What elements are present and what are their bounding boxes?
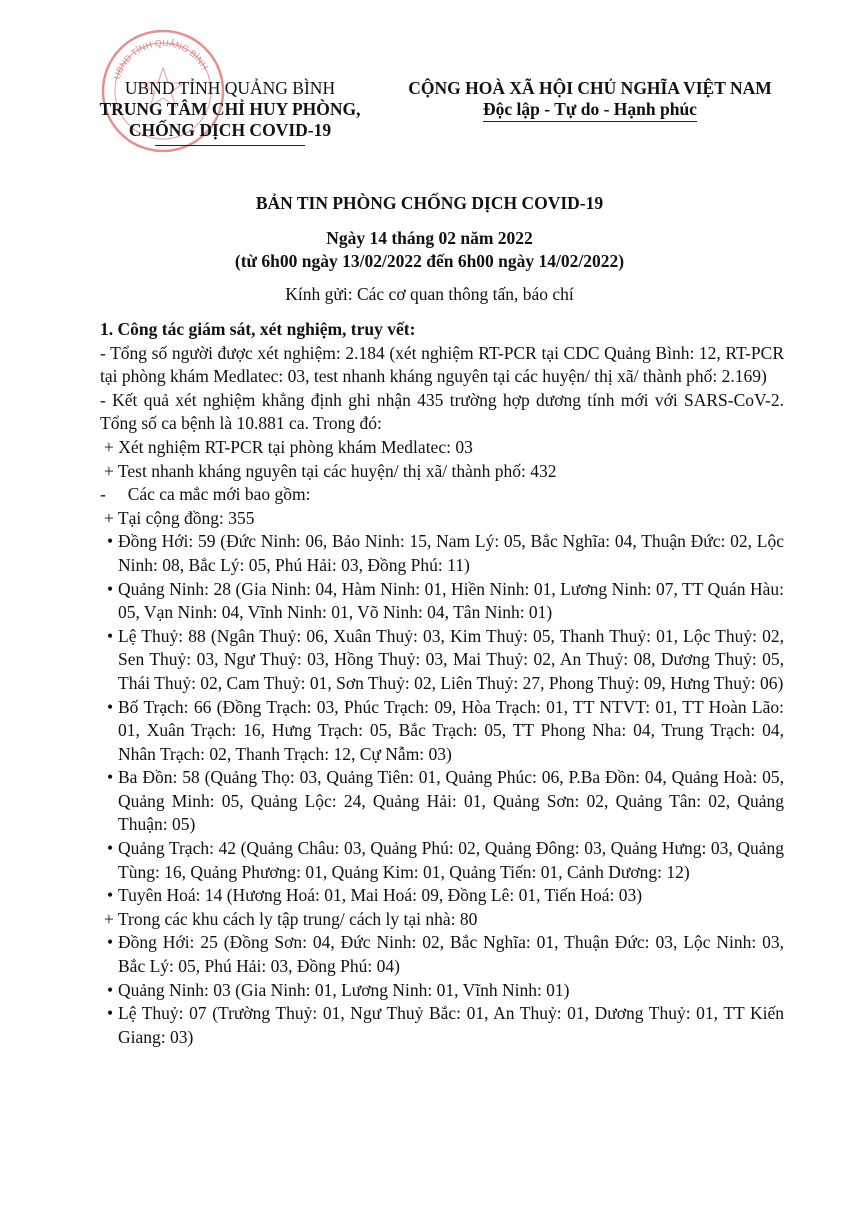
- org-line-1: UBND TỈNH QUẢNG BÌNH: [124, 78, 336, 98]
- list-item: • Lệ Thuỷ: 88 (Ngân Thuỷ: 06, Xuân Thuỷ: 03, Kim Thuỷ: 05, Thanh Thuỷ: 01, Lộc Thuỷ: 02, Sen Thuỷ: 03, Ngư Thuỷ: 03, Hồng Thuỷ: 03, Mai Thuỷ: 02, An Thuỷ: 08, Dương Thuỷ: 05, Thái Thuỷ: 02, Cam Thuỷ: 01, Sơn Thuỷ: 02, Liên Thuỷ: 27, Phong Thuỷ: 09, Hưng Thuỷ: 06): [107, 625, 784, 693]
- quarantine-heading: + Trong các khu cách ly tập trung/ cách ly tại nhà: 80: [104, 908, 478, 929]
- org-underline: [155, 145, 305, 146]
- bullet-icon: •: [107, 625, 114, 646]
- list-item: • Đồng Hới: 25 (Đồng Sơn: 04, Đức Ninh: 02, Bắc Nghĩa: 01, Thuận Đức: 03, Lộc Ninh: 03, Bắc Lý: 05, Phú Hải: 03, Đồng Phú: 04): [107, 932, 784, 977]
- community-list: [100, 530, 784, 908]
- org-line-3: CHỐNG DỊCH COVID-19: [128, 120, 332, 140]
- bulletin-date: Ngày 14 tháng 02 năm 2022: [326, 228, 533, 248]
- community-heading: + Tại cộng đồng: 355: [104, 507, 255, 528]
- rapid-test-line: + Test nhanh kháng nguyên tại các huyện/ thị xã/ thành phố: 432: [104, 460, 557, 481]
- bulletin-time-range: (từ 6h00 ngày 13/02/2022 đến 6h00 ngày 14/02/2022): [234, 251, 625, 271]
- quarantine-list: [100, 931, 784, 1049]
- list-item: • Đồng Hới: 59 (Đức Ninh: 06, Bảo Ninh: 15, Nam Lý: 05, Bắc Nghĩa: 04, Thuận Đức: 02, Lộc Ninh: 08, Bắc Lý: 05, Phú Hải: 03, Đồng Phú: 11): [107, 531, 784, 575]
- bullet-icon: •: [107, 1003, 114, 1024]
- org-line-2: TRUNG TÂM CHỈ HUY PHÒNG,: [99, 99, 361, 119]
- bulletin-title: BẢN TIN PHÒNG CHỐNG DỊCH COVID-19: [255, 193, 604, 213]
- bullet-icon: •: [107, 578, 114, 599]
- list-item: • Lệ Thuỷ: 07 (Trường Thuỷ: 01, Ngư Thuỷ Bắc: 01, An Thuỷ: 01, Dương Thuỷ: 01, TT Kiến Giang: 03): [107, 1003, 784, 1047]
- national-motto: Độc lập - Tự do - Hạnh phúc: [483, 99, 697, 122]
- list-item: • Quảng Trạch: 42 (Quảng Châu: 03, Quảng Phú: 02, Quảng Đông: 03, Quảng Hưng: 03, Quảng Tùng: 16, Quảng Phương: 01, Quảng Kim: 01, Quảng Tiến: 01, Cảnh Dương: 12): [107, 838, 784, 882]
- svg-text:UBND TỈNH QUẢNG BÌNH: UBND TỈNH QUẢNG BÌNH: [111, 37, 210, 81]
- bullet-icon: •: [107, 885, 114, 906]
- bullet-icon: •: [107, 838, 114, 859]
- bulletin-body: [100, 318, 784, 1049]
- list-item: • Quảng Ninh: 03 (Gia Ninh: 01, Lương Ninh: 01, Vĩnh Ninh: 01): [100, 979, 784, 1003]
- tested-paragraph: - Tổng số người được xét nghiệm: 2.184 (xét nghiệm RT-PCR tại CDC Quảng Bình: 12, RT-PCR tại phòng khám Medlatec: 03, test nhanh kháng nguyên tại các huyện/ thị xã/ thành phố: 2.169): [100, 342, 784, 387]
- list-item: • Tuyên Hoá: 14 (Hương Hoá: 01, Mai Hoá: 09, Đồng Lê: 01, Tiến Hoá: 03): [100, 884, 784, 908]
- bullet-icon: •: [107, 531, 114, 552]
- list-item: • Quảng Ninh: 28 (Gia Ninh: 04, Hàm Ninh: 01, Hiền Ninh: 01, Lương Ninh: 07, TT Quán Hàu: 05, Vạn Ninh: 04, Vĩnh Ninh: 01, Võ Ninh: 04, Tân Ninh: 01): [107, 578, 784, 623]
- bullet-icon: •: [107, 696, 114, 717]
- positive-results-paragraph: - Kết quả xét nghiệm khẳng định ghi nhận 435 trường hợp dương tính mới với SARS-CoV-2. Tổng số ca bệnh là 10.881 ca. Trong đó:: [100, 389, 784, 434]
- section-heading: 1. Công tác giám sát, xét nghiệm, truy vết:: [100, 319, 416, 339]
- new-cases-intro: - Các ca mắc mới bao gồm:: [100, 484, 311, 505]
- bullet-icon: •: [107, 979, 114, 1000]
- bullet-icon: •: [107, 767, 114, 788]
- nation-title: CỘNG HOÀ XÃ HỘI CHỦ NGHĨA VIỆT NAM: [408, 78, 772, 98]
- list-item: • Bố Trạch: 66 (Đồng Trạch: 03, Phúc Trạch: 09, Hòa Trạch: 01, TT NTVT: 01, TT Hoàn Lão: 01, Xuân Trạch: 16, Hưng Trạch: 05, Bắc Trạch: 05, TT Phong Nha: 04, Trung Trạch: 04, Nhân Trạch: 02, Thanh Trạch: 12, Cự Nẫm: 03): [107, 696, 784, 764]
- issuing-organization: [80, 78, 380, 146]
- national-header: [380, 78, 800, 122]
- medlatec-line: + Xét nghiệm RT-PCR tại phòng khám Medlatec: 03: [104, 436, 473, 457]
- bullet-icon: •: [107, 932, 114, 953]
- recipient-line: Kính gửi: Các cơ quan thông tấn, báo chí: [285, 284, 574, 304]
- list-item: • Ba Đồn: 58 (Quảng Thọ: 03, Quảng Tiên: 01, Quảng Phúc: 06, P.Ba Đồn: 04, Quảng Hoà: 05, Quảng Minh: 05, Quảng Lộc: 24, Quảng Hải: 01, Quảng Sơn: 02, Quảng Tân: 02, Quảng Thuận: 05): [107, 767, 784, 835]
